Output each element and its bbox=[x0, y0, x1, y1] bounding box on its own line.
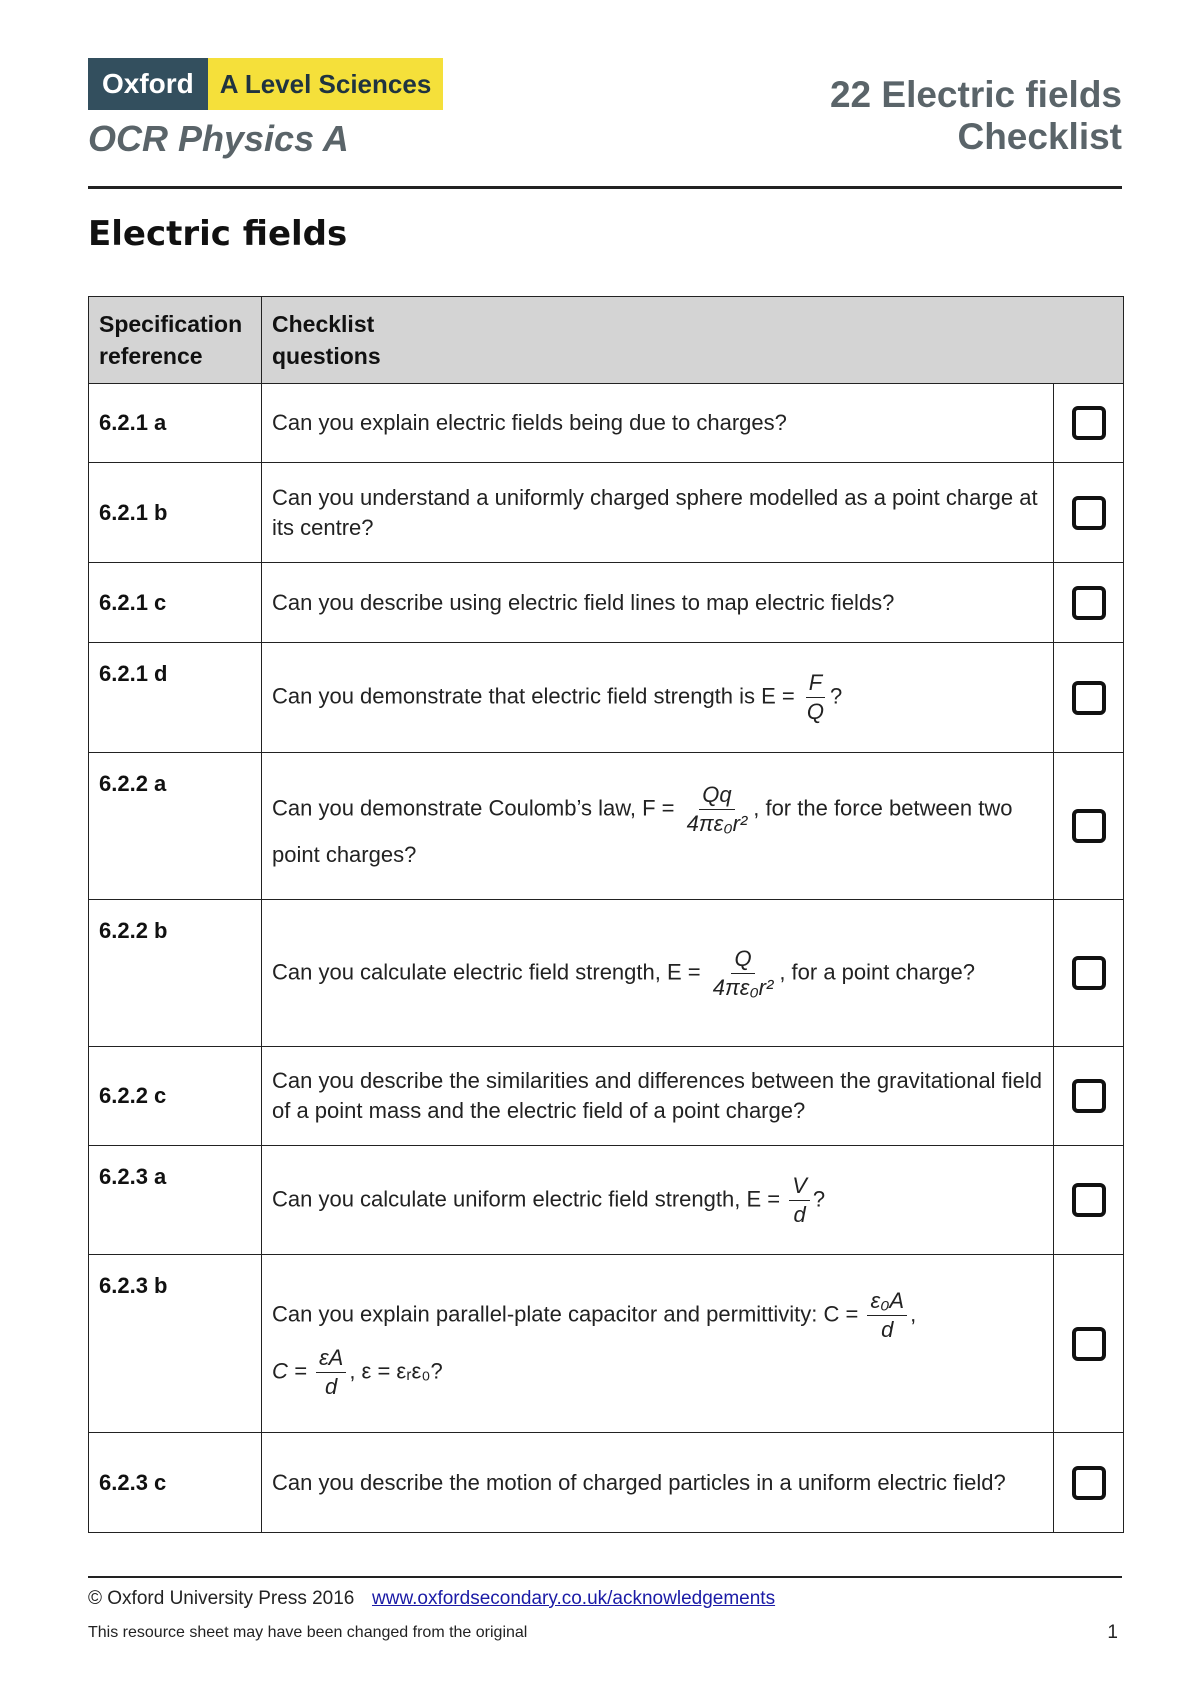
spec-ref: 6.2.1 d bbox=[89, 643, 262, 753]
header-divider bbox=[88, 186, 1122, 189]
spec-ref: 6.2.1 b bbox=[89, 463, 262, 563]
brand-logo bbox=[88, 58, 443, 110]
question-text: Can you calculate electric field strength, E = $\frac{Q}{\text{4πε₀r²}}$ , for a point charge? bbox=[262, 900, 1054, 1047]
questions-header: Checklist questions bbox=[262, 297, 1124, 384]
subject-title: OCR Physics A bbox=[88, 118, 349, 159]
question-text: Can you demonstrate Coulomb’s law, F = $\frac{Qq}{\text{4πε₀r²}}$ , for the force between two point charges? bbox=[262, 753, 1054, 900]
question-text: Can you understand a uniformly charged sphere modelled as a point charge at its centre? bbox=[262, 463, 1054, 563]
formula-fraction: $\frac{V}{d}$ bbox=[789, 1172, 810, 1229]
footer-divider bbox=[88, 1576, 1122, 1578]
copyright-text: © Oxford University Press 2016 bbox=[88, 1588, 355, 1609]
question-text: Can you demonstrate that electric field strength is E = $\frac{F}{Q}$ ? bbox=[262, 643, 1054, 753]
formula-fraction: $\frac{Q}{\text{4πε₀r²}}$ bbox=[712, 945, 774, 1000]
spec-ref: 6.2.3 a bbox=[89, 1146, 262, 1255]
spec-ref: 6.2.1 a bbox=[89, 384, 262, 463]
checkbox[interactable] bbox=[1072, 586, 1106, 620]
question-text: Can you explain parallel-plate capacitor and permittivity: C = $\frac{\text{ε₀A}}{d}$ , C = $\frac{\varepsilon A}{d}$ , ε = εᵣε₀? bbox=[262, 1255, 1054, 1433]
spec-ref: 6.2.2 c bbox=[89, 1047, 262, 1146]
brand-oxford: Oxford bbox=[88, 58, 208, 110]
question-text: Can you describe using electric field lines to map electric fields? bbox=[262, 563, 1054, 643]
spec-ref: 6.2.3 c bbox=[89, 1433, 262, 1533]
formula-fraction: $\frac{\varepsilon A}{d}$ bbox=[316, 1344, 346, 1401]
brand-series: A Level Sciences bbox=[208, 58, 444, 110]
spec-ref: 6.2.3 b bbox=[89, 1255, 262, 1433]
checkbox[interactable] bbox=[1072, 1079, 1106, 1113]
checkbox[interactable] bbox=[1072, 406, 1106, 440]
table-row bbox=[89, 384, 1124, 463]
formula-fraction: $\frac{F}{Q}$ bbox=[806, 670, 825, 724]
question-text: Can you explain electric fields being due to charges? bbox=[262, 384, 1054, 463]
acknowledgements-link[interactable]: www.oxfordsecondary.co.uk/acknowledgements bbox=[372, 1588, 776, 1609]
table-header-row bbox=[89, 297, 1124, 384]
page-number: 1 bbox=[1107, 1622, 1118, 1643]
spec-ref-header: Specification reference bbox=[89, 297, 262, 384]
checkbox[interactable] bbox=[1072, 1183, 1106, 1217]
checkbox[interactable] bbox=[1072, 496, 1106, 530]
checkbox[interactable] bbox=[1072, 1327, 1106, 1361]
formula-fraction: $\frac{Qq}{\text{4πε₀r²}}$ bbox=[686, 781, 748, 836]
disclaimer-text: This resource sheet may have been changed from the original bbox=[88, 1624, 528, 1641]
table-row bbox=[89, 643, 1124, 753]
spec-ref: 6.2.2 b bbox=[89, 900, 262, 1047]
table-row bbox=[89, 1146, 1124, 1255]
checkbox[interactable] bbox=[1072, 681, 1106, 715]
table-row bbox=[89, 1255, 1124, 1433]
question-text: Can you describe the similarities and differences between the gravitational field of a point mass and the electric field of a point charge? bbox=[262, 1047, 1054, 1146]
table-row bbox=[89, 563, 1124, 643]
spec-ref: 6.2.2 a bbox=[89, 753, 262, 900]
table-row bbox=[89, 900, 1124, 1047]
question-text: Can you describe the motion of charged particles in a uniform electric field? bbox=[262, 1433, 1054, 1533]
table-row bbox=[89, 1047, 1124, 1146]
spec-ref: 6.2.1 c bbox=[89, 563, 262, 643]
document-type: Checklist bbox=[957, 116, 1122, 157]
document-title bbox=[830, 74, 1122, 158]
checkbox[interactable] bbox=[1072, 809, 1106, 843]
checklist-table bbox=[88, 296, 1124, 1533]
checkbox[interactable] bbox=[1072, 1466, 1106, 1500]
chapter-title: 22 Electric fields bbox=[829, 74, 1122, 115]
table-row bbox=[89, 753, 1124, 900]
table-row bbox=[89, 463, 1124, 563]
section-title: Electric fields bbox=[88, 214, 348, 254]
table-row bbox=[89, 1433, 1124, 1533]
question-text: Can you calculate uniform electric field strength, E = $\frac{V}{d}$ ? bbox=[262, 1146, 1054, 1255]
formula-fraction: $\frac{\text{ε₀A}}{d}$ bbox=[867, 1287, 907, 1344]
checkbox[interactable] bbox=[1072, 956, 1106, 990]
